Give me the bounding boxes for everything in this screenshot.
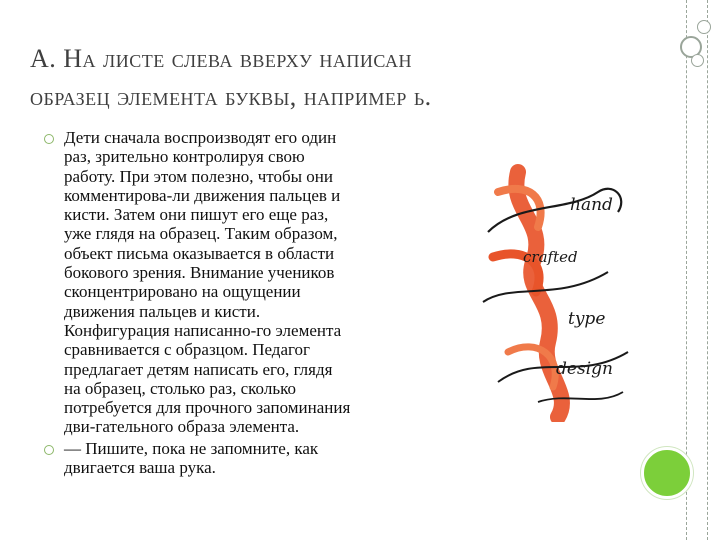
list-item — [40, 439, 460, 478]
list-item — [40, 128, 460, 437]
green-circle-decoration — [641, 447, 693, 499]
artwork-word: crafted — [523, 248, 578, 266]
calligraphy-image — [478, 152, 638, 422]
bullet-icon — [44, 445, 54, 455]
bullet-icon — [44, 134, 54, 144]
decorative-ring-small — [691, 54, 704, 67]
artwork-word: type — [568, 309, 606, 329]
bullet-text: Дети сначала воспроизводят его один раз, зрительно контролируя свою работу. При этом полезно, чтобы они комментирова-ли движения пальцев и кисти. Затем они пишут его еще раз, уже глядя на образец. Таким образом, объект письма оказывается в области бокового зрения. Внимание учеников сконцентрировано на ощущении движения пальцев и кисти. Конфигурация написанно-го элемента сравнивается с образцом. Педагог предлагает детям написать его, глядя на образец, столько раз, сколько потребуется для прочного запоминания дви-гательного образа элемента. — [64, 128, 351, 437]
title-line-1: А. На листе слева вверху написан — [30, 44, 412, 73]
slide-title — [30, 40, 590, 116]
bullet-list — [40, 128, 460, 477]
decorative-circle — [697, 20, 711, 34]
artwork-word: design — [556, 359, 613, 379]
bullet-text: — Пишите, пока не запомните, как двигается ваша рука. — [64, 438, 319, 478]
title-line-2: образец элемента буквы, например ь. — [30, 82, 432, 111]
artwork-word: hand — [570, 195, 613, 215]
